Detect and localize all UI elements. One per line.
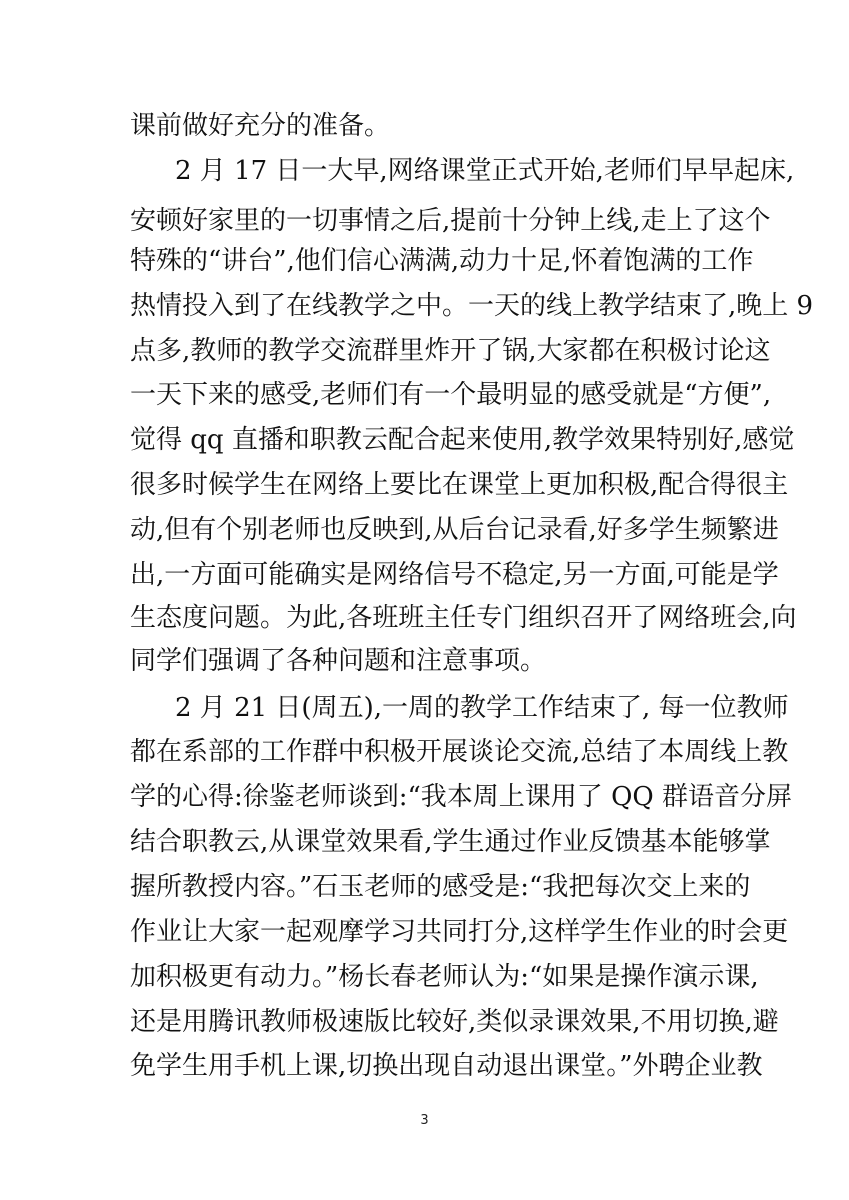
text-line: 免学生用手机上课,切换出现自动退出课堂。”外聘企业教 xyxy=(130,1051,763,1081)
text-line: 觉得 qq 直播和职教云配合起来使用,教学效果特别好,感觉 xyxy=(130,425,795,455)
text-line: 动,但有个别老师也反映到,从后台记录看,好多学生频繁进 xyxy=(130,515,779,545)
text-line: 还是用腾讯教师极速版比较好,类似录课效果,不用切换,避 xyxy=(130,1007,779,1037)
text-line: 结合职教云,从课堂效果看,学生通过作业反馈基本能够掌 xyxy=(130,827,771,857)
text-line: 作业让大家一起观摩学习共同打分,这样学生作业的时会更 xyxy=(130,917,789,947)
text-line: 握所教授内容。”石玉老师的感受是:“我把每次交上来的 xyxy=(130,872,751,902)
text-line: 一天下来的感受,老师们有一个最明显的感受就是“方便”, xyxy=(130,380,772,410)
text-line: 安顿好家里的一切事情之后,提前十分钟上线,走上了这个 xyxy=(130,206,771,236)
page-number: 3 xyxy=(420,1113,429,1128)
text-line: 同学们强调了各种问题和注意事项。 xyxy=(130,646,547,676)
text-line: 都在系部的工作群中积极开展谈论交流,总结了本周线上教 xyxy=(130,737,789,767)
text-line: 课前做好充分的准备。 xyxy=(130,111,391,141)
text-line: 热情投入到了在线教学之中。一天的线上教学结束了,晚上 9 xyxy=(130,291,814,321)
text-line: 生态度问题。为此,各班班主任专门组织召开了网络班会,向 xyxy=(130,603,797,633)
text-line: 2 月 21 日(周五),一周的教学工作结束了, 每一位教师 xyxy=(175,693,789,723)
text-line: 加积极更有动力。”杨长春老师认为:“如果是操作演示课, xyxy=(130,962,759,992)
text-line: 出,一方面可能确实是网络信号不稳定,另一方面,可能是学 xyxy=(130,560,779,590)
text-line: 点多,教师的教学交流群里炸开了锅,大家都在积极讨论这 xyxy=(130,336,771,366)
text-line: 很多时候学生在网络上要比在课堂上更加积极,配合得很主 xyxy=(130,470,789,500)
text-line: 学的心得:徐鉴老师谈到:“我本周上课用了 QQ 群语音分屏 xyxy=(130,782,792,812)
text-line: 特殊的“讲台”,他们信心满满,动力十足,怀着饱满的工作 xyxy=(130,246,754,276)
text-line: 2 月 17 日一大早,网络课堂正式开始,老师们早早起床, xyxy=(175,156,795,186)
